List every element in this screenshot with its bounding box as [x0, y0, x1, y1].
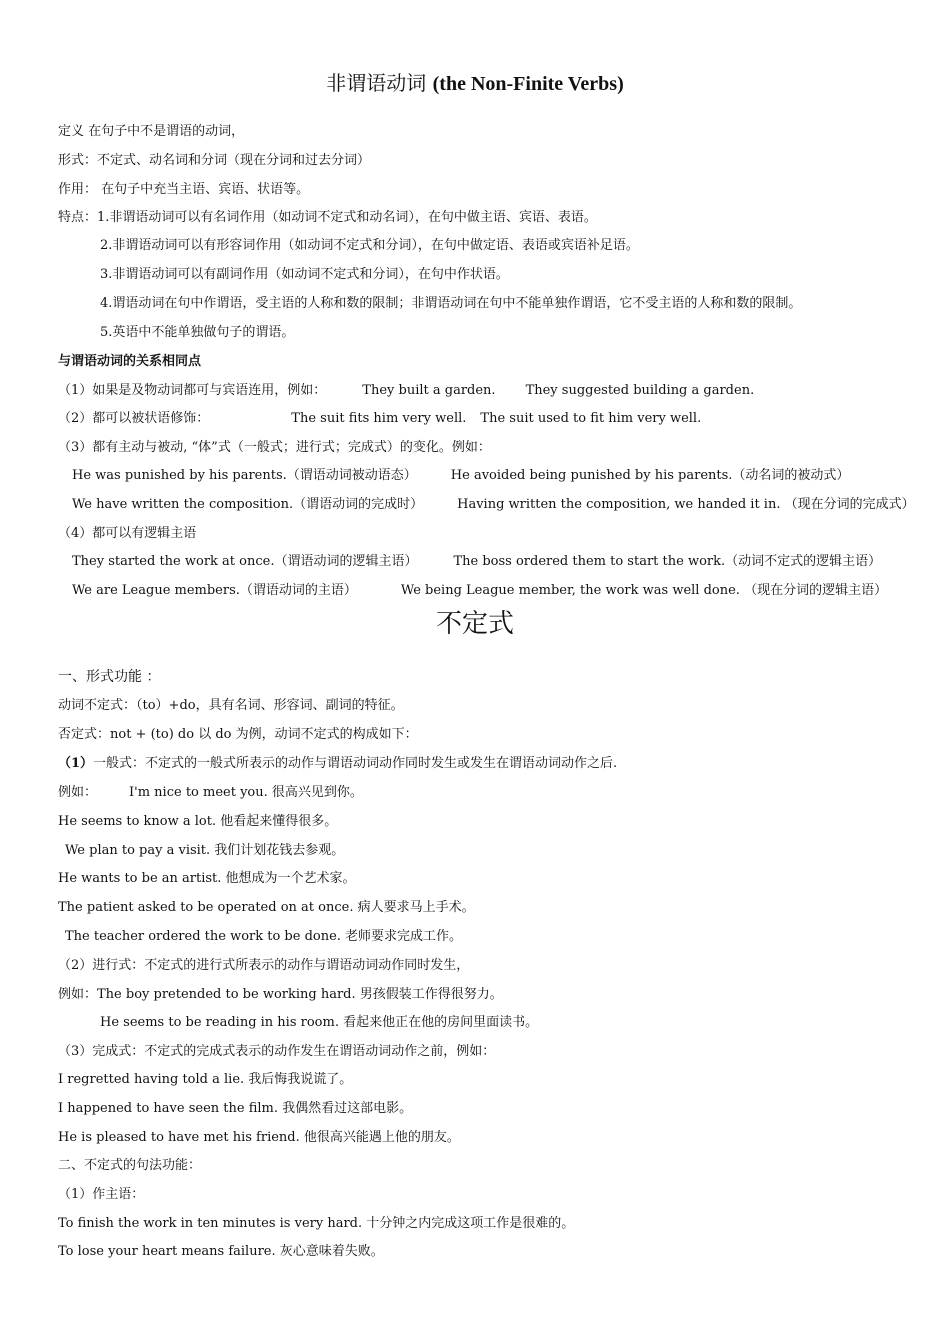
- relation-1-example-a: They built a garden.: [362, 383, 496, 398]
- section-2-example-2: To lose your heart means failure. 灰心意味着失败。: [58, 1244, 384, 1259]
- perfect-example-2: I happened to have seen the film. 我偶然看过这部电影。: [58, 1101, 413, 1116]
- example-1: He seems to know a lot. 他看起来懂得很多。: [58, 814, 338, 829]
- example-label: 例如：: [58, 785, 98, 800]
- section-2-subject: （1）作主语：: [58, 1187, 145, 1202]
- example-3: He wants to be an artist. 他想成为一个艺术家。: [58, 871, 356, 886]
- feature-4: 4.谓语动词在句中作谓语，受主语的人称和数的限制；非谓语动词在句中不能单独作谓语，它不受主语的人称和数的限制。: [100, 296, 802, 311]
- relation-3-example-2b: Having written the composition, we handed it in. （现在分词的完成式）: [457, 497, 915, 512]
- page-title: [0, 70, 950, 97]
- relation-4-example-2b: We being League member, the work was well done. （现在分词的逻辑主语）: [400, 583, 888, 598]
- relation-4-example-2a: We are League members.（谓语动词的主语）: [72, 583, 357, 598]
- section-2-example-1: To finish the work in ten minutes is very hard. 十分钟之内完成这项工作是很难的。: [58, 1216, 575, 1231]
- relation-3-example-1b: He avoided being punished by his parents.（动名词的被动式）: [450, 468, 850, 483]
- relation-2-text: （2）都可以被状语修饰：: [58, 411, 210, 426]
- relation-2: [58, 411, 701, 427]
- relation-3-example-2a: We have written the composition.（谓语动词的完成时）: [72, 497, 424, 512]
- general-form-text: 一般式：不定式的一般式所表示的动作与谓语动词动作同时发生或发生在谓语动词动作之后.: [93, 756, 618, 771]
- relation-4-examples-row2: [72, 583, 887, 599]
- general-form-number: （1）: [58, 756, 94, 771]
- relation-4-examples-row1: [72, 554, 881, 570]
- relation-1-example-b: They suggested building a garden.: [525, 383, 755, 398]
- relation-3: （3）都有主动与被动, “体”式（一般式；进行式；完成式）的变化。例如：: [58, 440, 491, 455]
- feature-3: 3.非谓语动词可以有副词作用（如动词不定式和分词），在句中作状语。: [100, 267, 509, 282]
- relation-heading: 与谓语动词的关系相同点: [58, 354, 202, 369]
- relation-3-example-1a: He was punished by his parents.（谓语动词被动语态）: [72, 468, 417, 483]
- section-1-line-a: 动词不定式：（to）+do，具有名词、形容词、副词的特征。: [58, 698, 404, 713]
- section-2-heading: 二、不定式的句法功能：: [58, 1158, 202, 1173]
- general-form: [58, 756, 617, 772]
- example-0: [58, 785, 363, 801]
- feature-2: 2.非谓语动词可以有形容词作用（如动词不定式和分词），在句中做定语、表语或宾语补足语。: [100, 238, 639, 253]
- section-1-line-b: 否定式：not + (to) do 以 do 为例，动词不定式的构成如下：: [58, 727, 418, 742]
- relation-1-text: （1）如果是及物动词都可与宾语连用，例如：: [58, 383, 327, 398]
- relation-3-examples-row1: [72, 468, 849, 484]
- example-5: The teacher ordered the work to be done. 老师要求完成工作。: [65, 929, 463, 944]
- example-4: The patient asked to be operated on at once. 病人要求马上手术。: [58, 900, 475, 915]
- form-line: 形式：不定式、动名词和分词（现在分词和过去分词）: [58, 153, 371, 168]
- relation-4-example-1a: They started the work at once.（谓语动词的逻辑主语）: [72, 554, 418, 569]
- title-english: (the Non-Finite Verbs): [432, 73, 624, 95]
- feature-1: 特点：1.非谓语动词可以有名词作用（如动词不定式和动名词），在句中做主语、宾语、表语。: [58, 210, 597, 225]
- relation-1: [58, 383, 754, 399]
- relation-4-example-1b: The boss ordered them to start the work.（动词不定式的逻辑主语）: [453, 554, 882, 569]
- progressive-example-2: He seems to be reading in his room. 看起来他正在他的房间里面读书。: [100, 1015, 539, 1030]
- relation-4: （4）都可以有逻辑主语: [58, 526, 197, 541]
- perfect-example-1: I regretted having told a lie. 我后悔我说谎了。: [58, 1072, 353, 1087]
- progressive-form: （2）进行式：不定式的进行式所表示的动作与谓语动词动作同时发生，: [58, 958, 470, 973]
- title-chinese: 非谓语动词: [326, 71, 427, 95]
- relation-3-examples-row2: [72, 497, 915, 513]
- section-1-heading: 一、形式功能 ：: [58, 669, 161, 685]
- definition-line: 定义 在句子中不是谓语的动词，: [58, 124, 245, 139]
- perfect-form: （3）完成式：不定式的完成式表示的动作发生在谓语动词动作之前，例如：: [58, 1044, 496, 1059]
- example-2: We plan to pay a visit. 我们计划花钱去参观。: [65, 843, 345, 858]
- feature-5: 5.英语中不能单独做句子的谓语。: [100, 325, 295, 340]
- infinitive-heading: 不定式: [435, 609, 514, 639]
- use-line: 作用： 在句子中充当主语、宾语、状语等。: [58, 182, 310, 197]
- relation-2-example-a: The suit fits him very well.: [291, 411, 467, 426]
- perfect-example-3: He is pleased to have met his friend. 他很高兴能遇上他的朋友。: [58, 1130, 460, 1145]
- progressive-example-1: 例如：The boy pretended to be working hard. 男孩假装工作得很努力。: [58, 987, 503, 1002]
- relation-2-example-b: The suit used to fit him very well.: [480, 411, 702, 426]
- example-0-text: I'm nice to meet you. 很高兴见到你。: [129, 785, 363, 800]
